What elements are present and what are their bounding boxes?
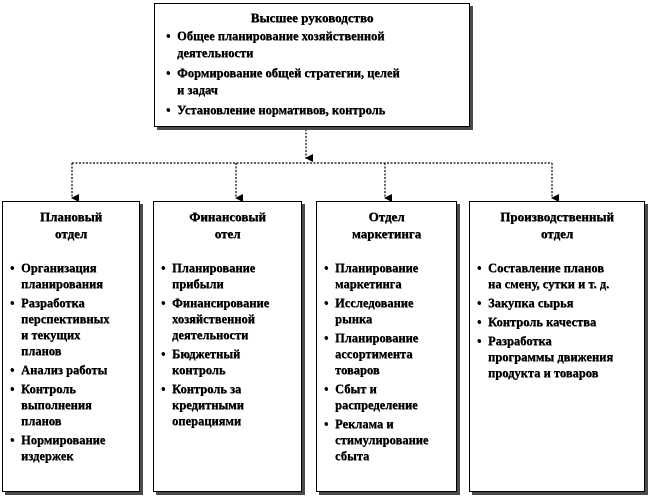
bullet-icon: • [324,382,329,396]
bullet-icon: • [477,334,482,348]
planning-department-list [7,260,135,464]
list-item [474,333,640,381]
list-item [321,260,452,292]
list-item [163,102,461,119]
bullet-icon: • [477,296,482,310]
bullet-icon: • [10,363,15,377]
bullet-icon: • [10,433,15,447]
top-management-title: Высшее руководство [250,10,374,25]
list-item [7,362,135,378]
list-item [321,295,452,327]
bullet-icon: • [161,347,166,361]
bullet-icon: • [166,29,171,43]
finance-department-box [153,201,302,492]
list-item-text: Составление планов на смену, сутки и т. д. [488,261,610,291]
planning-department-title: Плановый отдел [39,209,103,241]
marketing-department-list [321,260,452,464]
marketing-department-title: Отдел маркетинга [351,209,422,241]
bullet-icon: • [324,331,329,345]
list-item-text: Формирование общей стратегии, целей и задач [177,66,400,97]
bullet-icon: • [10,382,15,396]
list-item-text: Организация планирования [21,261,103,291]
list-item-text: Реклама и стимулирование сбыта [335,417,429,463]
list-item [474,260,640,292]
bullet-icon: • [10,296,15,310]
list-item-text: Разработка перспективных и текущих планов [21,296,110,358]
production-department-title: Производственный отдел [500,209,614,241]
list-item-text: Сбыт и распределение [335,382,418,412]
list-item [7,381,135,429]
bullet-icon: • [161,382,166,396]
marketing-department-box [316,201,457,492]
finance-department-title: Финансовый отел [189,209,266,241]
list-item [321,416,452,464]
finance-department-list [158,260,297,429]
bullet-icon: • [166,66,171,80]
list-item [474,295,640,311]
list-item [321,381,452,413]
list-item [321,330,452,378]
list-item-text: Разработка программы движения продукта и товаров [488,334,614,380]
list-item [158,260,297,292]
list-item [163,65,461,98]
bullet-icon: • [166,103,171,117]
list-item [163,28,461,61]
list-item-text: Закупка сырья [488,296,574,310]
bullet-icon: • [161,261,166,275]
list-item [158,295,297,343]
list-item-text: Исследование рынка [335,296,414,326]
bullet-icon: • [324,296,329,310]
bullet-icon: • [477,261,482,275]
list-item-text: Бюджетный контроль [172,347,241,377]
top-management-box [154,3,470,127]
bullet-icon: • [477,315,482,329]
production-department-box [469,201,645,492]
list-item-text: Контроль выполнения планов [21,382,92,428]
bullet-icon: • [324,261,329,275]
list-item [158,346,297,378]
list-item-text: Планирование прибыли [172,261,256,291]
list-item-text: Контроль за кредитными операциями [172,382,244,428]
list-item [7,432,135,464]
planning-department-box [2,201,140,492]
list-item-text: Нормирование издержек [21,433,106,463]
list-item-text: Установление нормативов, контроль [177,103,386,117]
list-item-text: Общее планирование хозяйственной деятельности [177,29,385,60]
list-item-text: Контроль качества [488,315,597,329]
bullet-icon: • [161,296,166,310]
top-management-list [163,28,461,119]
list-item [7,295,135,359]
bullet-icon: • [324,417,329,431]
list-item-text: Анализ работы [21,363,108,377]
list-item-text: Планирование ассортимента товаров [335,331,419,377]
list-item-text: Планирование маркетинга [335,261,419,291]
production-department-list [474,260,640,381]
list-item [158,381,297,429]
list-item-text: Финансирование хозяйственной деятельности [172,296,270,342]
list-item [7,260,135,292]
list-item [474,314,640,330]
bullet-icon: • [10,261,15,275]
